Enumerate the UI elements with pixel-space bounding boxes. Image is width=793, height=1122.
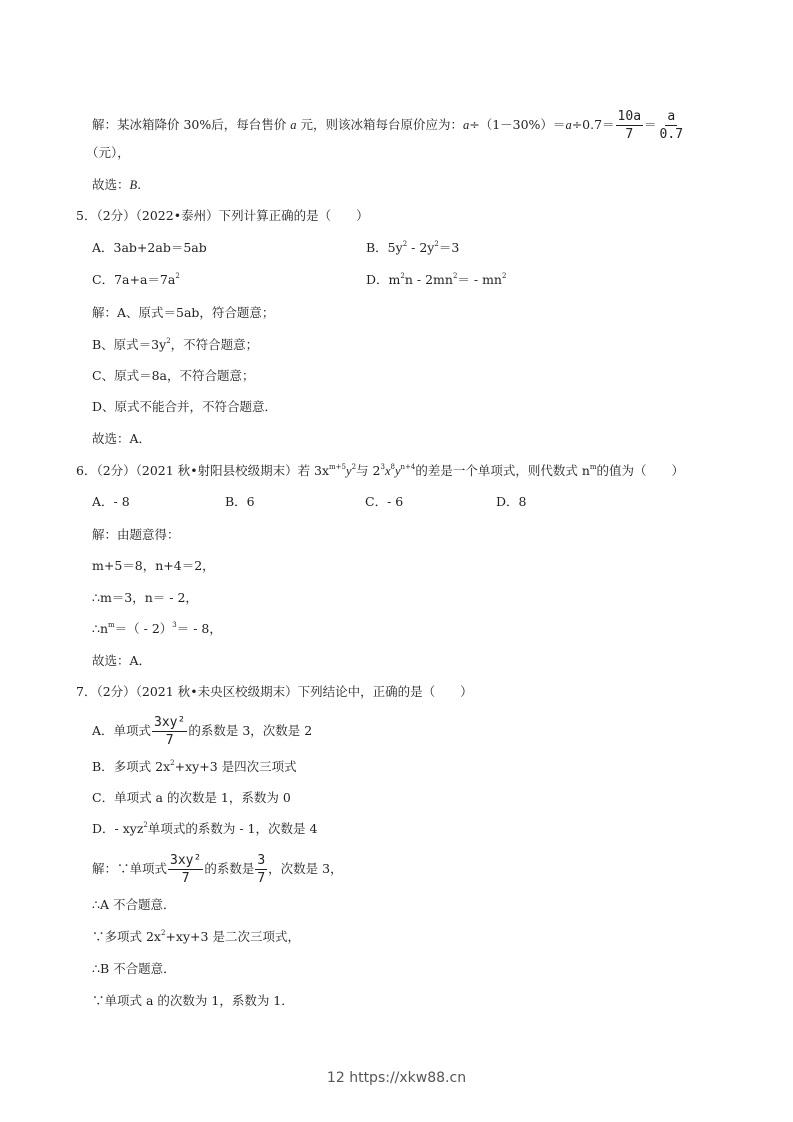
q7-solution-line-2: ∴A 不合题意． xyxy=(92,897,176,912)
q5-solution-line-3: C、原式＝8a，不符合题意； xyxy=(92,368,255,383)
q6-option-a: A．- 8 xyxy=(92,494,130,509)
q7-solution-line-4: ∴B 不合题意． xyxy=(92,961,176,976)
option-text: B．多项式 2x xyxy=(92,759,171,774)
stem-text: 的差是一个单项式，则代数式 n xyxy=(415,463,590,478)
option-text: B．5y xyxy=(366,240,403,255)
fraction-numerator: a xyxy=(667,109,676,124)
fraction-denominator: 7 xyxy=(257,871,266,886)
q4-solution-text: 解：某冰箱降价 30%后，每台售价 xyxy=(92,117,291,132)
q5-option-b: B．$5y^2 - 2y^2=3$ xyxy=(366,240,460,255)
fraction-a-over-0.7 xyxy=(658,108,685,143)
option-text: 单项式的系数为 - 1，次数是 4 xyxy=(147,821,318,836)
solution-text: ＝（ - 2） xyxy=(114,621,173,636)
variable: a xyxy=(290,118,297,132)
option-text: C．7a+a＝7a xyxy=(92,272,176,287)
fraction-denominator: 7 xyxy=(181,871,190,886)
variable: a xyxy=(565,118,572,132)
punctuation: . xyxy=(137,177,142,192)
q4-solution-text: 元，则该冰箱每台原价应为： xyxy=(296,117,463,132)
exponent: 2 xyxy=(170,759,175,767)
fraction-10a-over-7 xyxy=(616,108,643,143)
solution-text: 解：∵单项式 xyxy=(92,861,168,876)
exponent: m xyxy=(589,463,597,471)
exponent: 3 xyxy=(380,463,385,471)
fraction-3-over-7 xyxy=(255,852,267,887)
exponent: 2 xyxy=(143,821,148,829)
q5-option-d: D．$m^2n - 2mn^2= - mn^2$ xyxy=(366,272,507,287)
page-footer xyxy=(0,1070,793,1086)
q4-solution-unit: （元）， xyxy=(86,145,130,160)
fraction-denominator: 0.7 xyxy=(659,127,684,142)
q5-option-a: A．3ab+2ab＝5ab xyxy=(92,240,207,255)
q6-option-c: C．- 6 xyxy=(365,494,404,509)
option-text: D．m xyxy=(366,272,401,287)
expression: ÷（1－30%）＝ xyxy=(469,117,566,132)
fraction-numerator: 3xy² xyxy=(154,715,186,730)
q5-stem: 5．（2分）（2022•泰州）下列计算正确的是（ ） xyxy=(76,208,369,223)
q7-option-d xyxy=(92,820,317,838)
option-text: n - 2mn xyxy=(404,272,453,287)
solution-text: ∴n xyxy=(92,621,109,636)
exponent: n+4 xyxy=(400,463,416,471)
solution-text: ，不符合题意； xyxy=(170,337,259,352)
fraction-numerator: 10a xyxy=(617,109,642,124)
q7-option-a xyxy=(92,714,312,749)
q7-solution-line-1 xyxy=(92,852,343,887)
exponent: 3 xyxy=(172,621,177,629)
answer-choice: B xyxy=(129,178,138,192)
q5-solution-line-2: B、原式$=3y^2$，不符合题意； xyxy=(92,337,259,352)
q5-solution-line-1: 解：A、原式＝5ab，符合题意； xyxy=(92,305,275,320)
equals-sign: ＝ xyxy=(644,117,657,132)
q6-option-b: B．6 xyxy=(225,494,255,509)
page-number: 12 xyxy=(326,1070,345,1086)
q6-solution-line-2: m+5＝8，n+4＝2， xyxy=(92,558,215,573)
expression: ÷0.7＝ xyxy=(571,117,615,132)
option-text: 的系数是 3，次数是 2 xyxy=(188,723,313,738)
stem-text: 的值为（ ） xyxy=(596,463,685,478)
answer-label: 故选： xyxy=(92,177,130,192)
q4-solution-line xyxy=(92,108,686,143)
exponent: 8 xyxy=(390,463,395,471)
q6-solution-line-3: ∴m＝3，n＝ - 2， xyxy=(92,590,198,605)
option-text: +xy+3 是四次三项式 xyxy=(174,759,297,774)
q4-answer xyxy=(92,176,141,194)
exponent: m+5 xyxy=(329,463,347,471)
fraction-denominator: 7 xyxy=(165,733,174,748)
option-text: - 2y xyxy=(407,240,435,255)
solution-text: 的系数是 xyxy=(204,861,255,876)
stem-text: 与 2 xyxy=(356,463,381,478)
q6-answer: 故选：A． xyxy=(92,653,152,668)
q6-stem xyxy=(76,462,684,480)
fraction-denominator: 7 xyxy=(625,127,634,142)
exponent: 2 xyxy=(160,929,166,937)
option-text: A．单项式 xyxy=(92,723,152,738)
q5-option-c: C．$7a+a=7a^2$ xyxy=(92,272,180,287)
solution-text: +xy+3 是二次三项式， xyxy=(165,929,300,944)
option-text: ＝3 xyxy=(438,240,460,255)
variable: y xyxy=(394,464,401,478)
solution-text: ∵多项式 2x xyxy=(92,929,161,944)
fraction-numerator: 3xy² xyxy=(170,853,202,868)
q7-option-b xyxy=(92,758,297,776)
solution-text: ＝ - 8， xyxy=(176,621,222,636)
fraction-numerator: 3 xyxy=(257,853,266,868)
option-text: ＝ - mn xyxy=(457,272,502,287)
exponent: 2 xyxy=(351,463,357,471)
solution-text: B、原式＝3y xyxy=(92,337,167,352)
variable: a xyxy=(462,118,470,132)
q6-option-d: D．8 xyxy=(496,494,527,509)
option-text: D．- xyz xyxy=(92,821,144,836)
solution-text: ，次数是 3， xyxy=(268,861,343,876)
stem-text: 6．（2分）（2021 秋•射阳县校级期末）若 3x xyxy=(76,463,330,478)
q6-solution-line-1: 解：由题意得： xyxy=(92,527,180,542)
variable: y xyxy=(346,464,352,478)
q7-solution-line-3 xyxy=(92,928,300,946)
fraction-3xy2-over-7 xyxy=(152,714,187,749)
q7-solution-line-5: ∵单项式 a 的次数为 1，系数为 1． xyxy=(92,993,294,1008)
variable: x xyxy=(384,464,391,478)
q5-solution-line-4: D、原式不能合并，不符合题意． xyxy=(92,399,278,414)
q6-solution-line-4 xyxy=(92,620,222,638)
exponent: m xyxy=(108,621,115,629)
footer-url[interactable]: https://xkw88.cn xyxy=(349,1070,467,1086)
q5-answer: 故选：A． xyxy=(92,431,152,446)
fraction-3xy2-over-7 xyxy=(168,852,203,887)
q7-stem: 7．（2分）（2021 秋•未央区校级期末）下列结论中，正确的是（ ） xyxy=(76,684,473,699)
q7-option-c: C．单项式 a 的次数是 1，系数为 0 xyxy=(92,790,291,805)
